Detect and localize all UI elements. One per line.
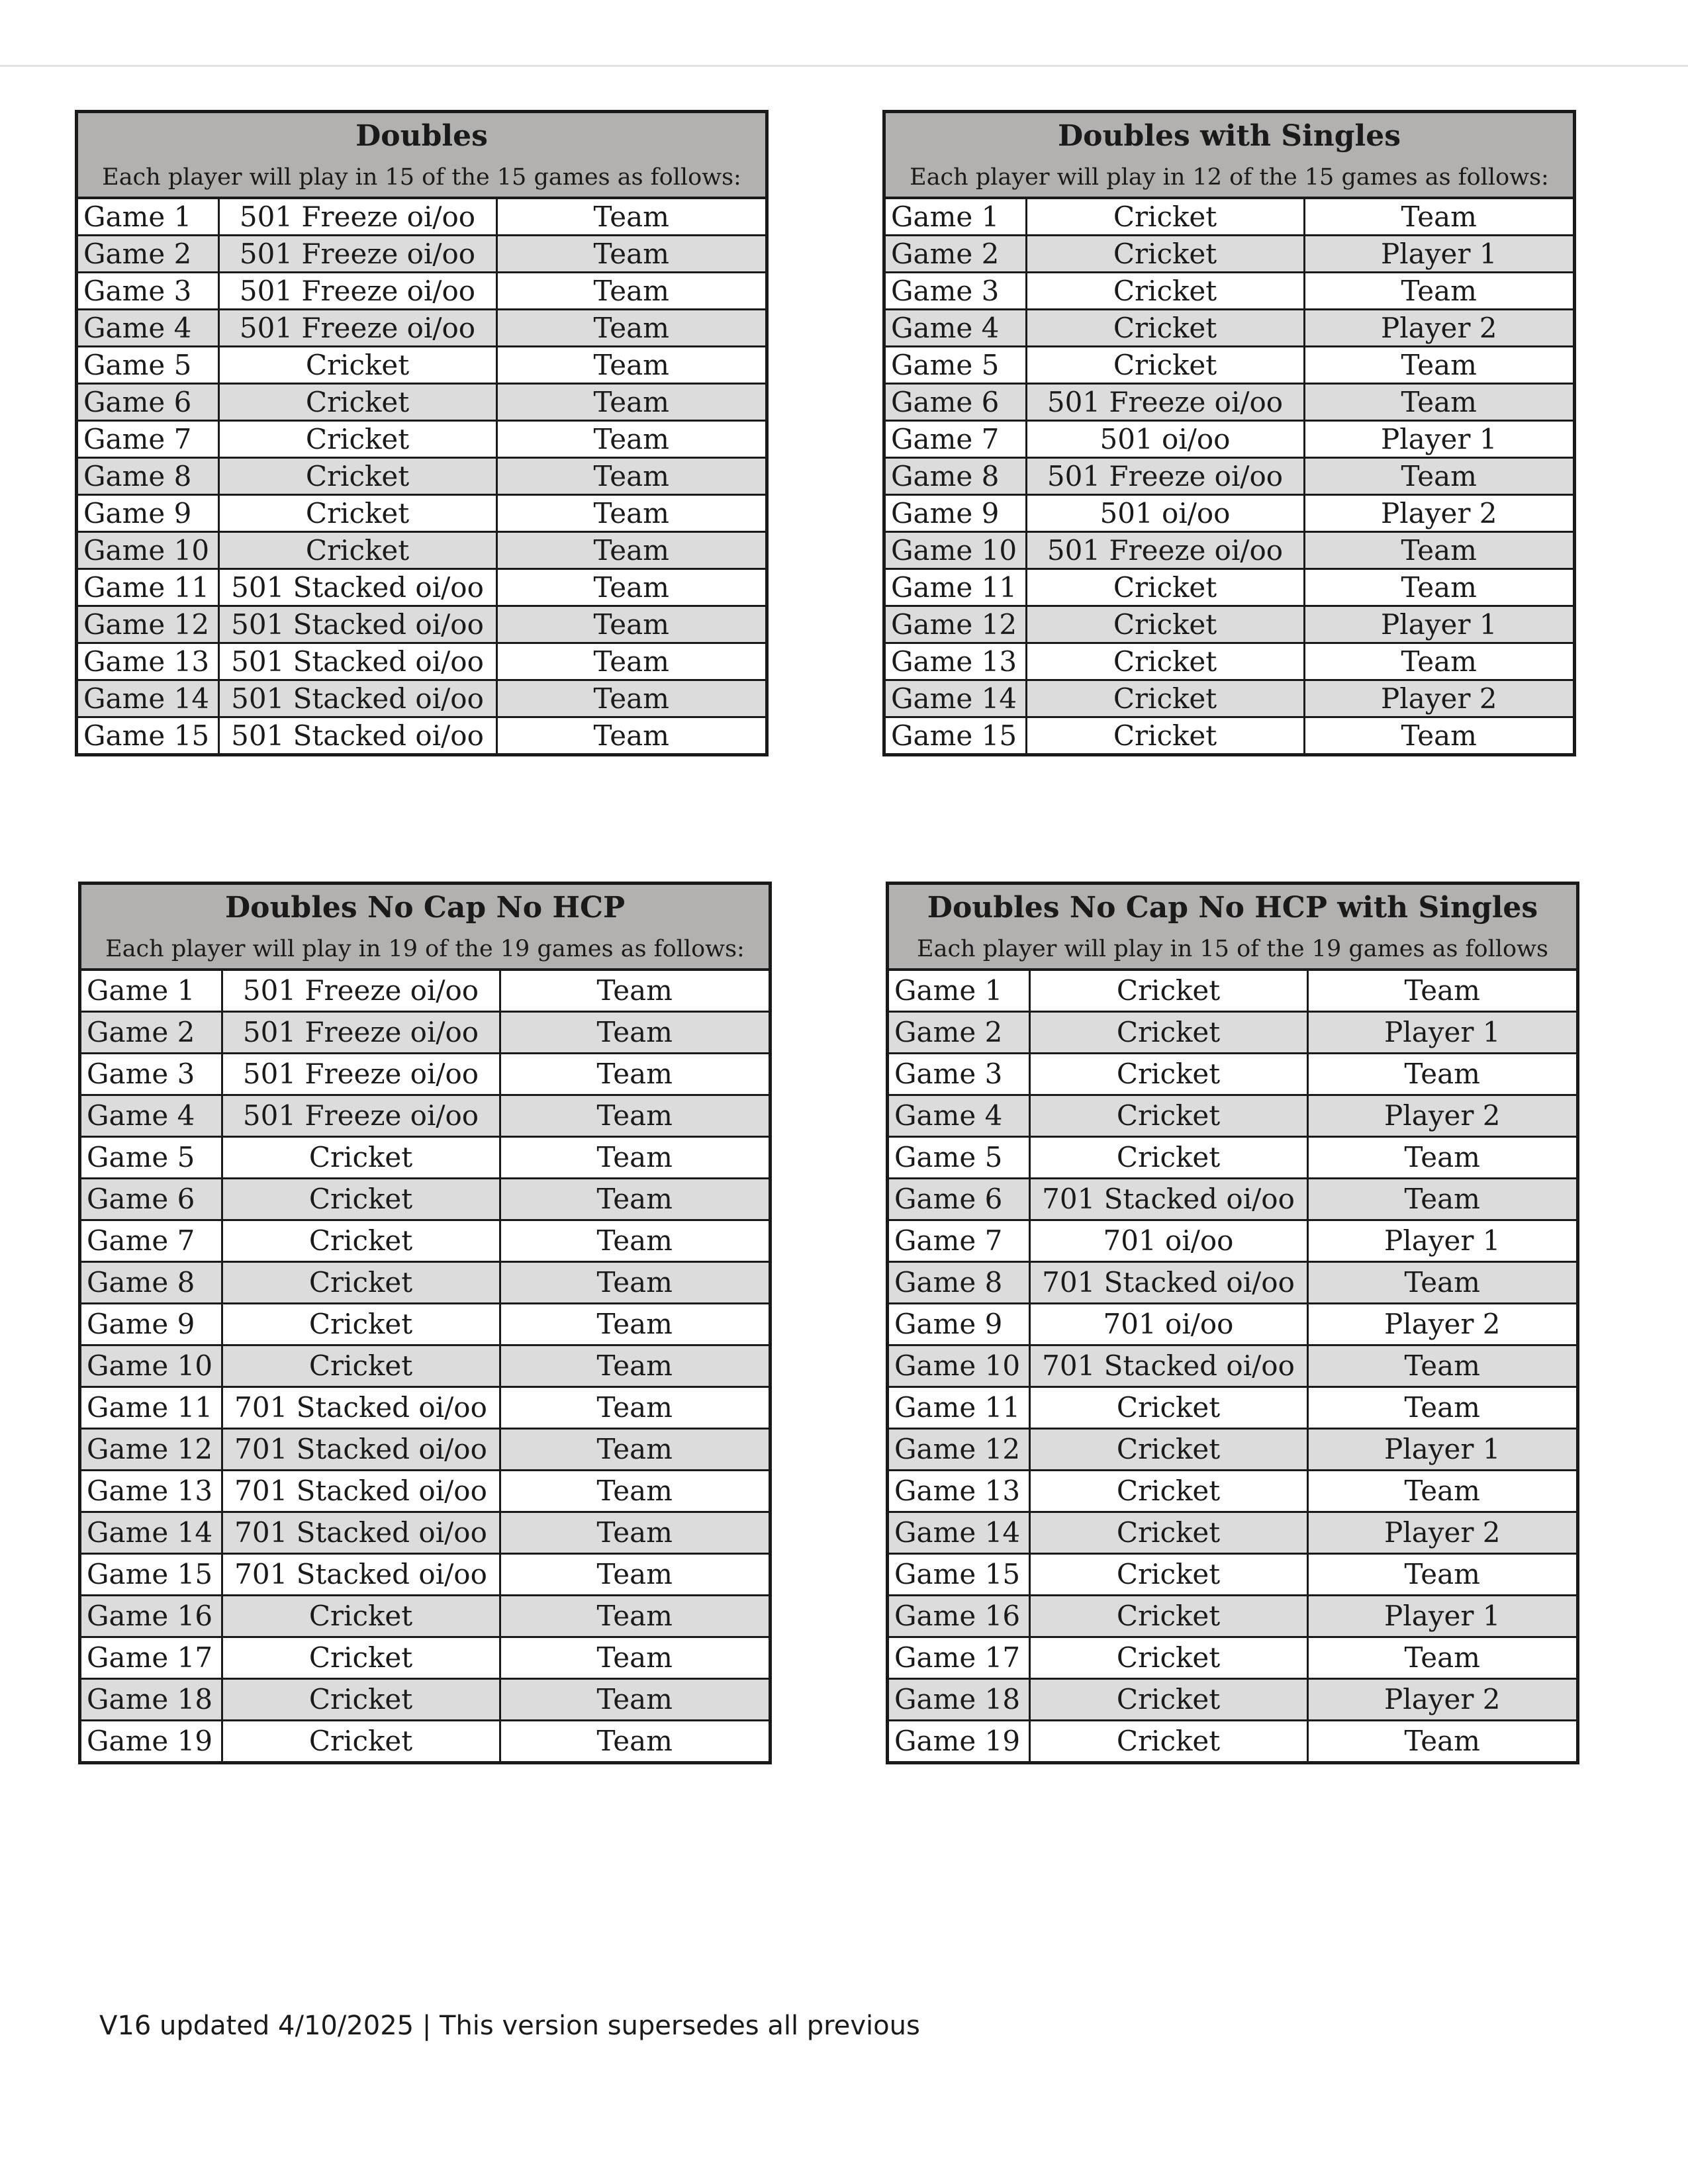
game-type-cell: 501 Stacked oi/oo	[218, 606, 496, 643]
schedule-header	[886, 113, 1573, 199]
game-number-cell: Game 8	[886, 458, 1026, 495]
game-number-cell: Game 8	[81, 1262, 222, 1304]
game-number-cell: Game 4	[886, 310, 1026, 347]
player-assignment-cell: Player 2	[1307, 1304, 1576, 1345]
player-assignment-cell: Team	[496, 495, 765, 532]
game-type-cell: 501 Freeze oi/oo	[1026, 458, 1304, 495]
game-type-cell: 701 Stacked oi/oo	[222, 1429, 500, 1471]
player-assignment-cell: Player 1	[1304, 421, 1573, 458]
game-type-cell: Cricket	[222, 1262, 500, 1304]
game-number-cell: Game 6	[886, 384, 1026, 421]
table-row	[889, 1471, 1576, 1512]
game-type-cell: Cricket	[222, 1637, 500, 1679]
schedule-header	[81, 885, 769, 971]
schedule-title: Doubles with Singles	[1057, 119, 1401, 153]
game-number-cell: Game 14	[81, 1512, 222, 1554]
game-number-cell: Game 13	[81, 1471, 222, 1512]
table-row	[78, 606, 765, 643]
table-row	[78, 643, 765, 680]
game-type-cell: 501 oi/oo	[1026, 495, 1304, 532]
player-assignment-cell: Team	[500, 1679, 769, 1721]
player-assignment-cell: Player 1	[1307, 1596, 1576, 1637]
schedule-title: Doubles	[355, 119, 488, 153]
player-assignment-cell: Team	[496, 273, 765, 310]
schedule-table	[889, 971, 1576, 1761]
game-number-cell: Game 5	[889, 1137, 1029, 1179]
table-row	[78, 532, 765, 569]
table-row	[81, 1596, 769, 1637]
game-number-cell: Game 14	[886, 680, 1026, 717]
player-assignment-cell: Team	[500, 1012, 769, 1054]
game-number-cell: Game 17	[889, 1637, 1029, 1679]
game-number-cell: Game 8	[889, 1262, 1029, 1304]
schedule-doubles-no-cap-no-hcp	[78, 882, 772, 1764]
table-row	[889, 1429, 1576, 1471]
table-row	[78, 458, 765, 495]
player-assignment-cell: Player 2	[1307, 1679, 1576, 1721]
game-number-cell: Game 13	[889, 1471, 1029, 1512]
game-number-cell: Game 3	[886, 273, 1026, 310]
table-row	[81, 1679, 769, 1721]
game-type-cell: 501 Freeze oi/oo	[222, 1095, 500, 1137]
game-number-cell: Game 1	[81, 971, 222, 1012]
game-type-cell: Cricket	[1026, 199, 1304, 236]
game-number-cell: Game 7	[886, 421, 1026, 458]
player-assignment-cell: Team	[496, 643, 765, 680]
player-assignment-cell: Team	[1304, 199, 1573, 236]
game-number-cell: Game 19	[889, 1721, 1029, 1762]
player-assignment-cell: Team	[500, 1262, 769, 1304]
table-row	[886, 643, 1573, 680]
game-number-cell: Game 7	[889, 1220, 1029, 1262]
table-row	[81, 1054, 769, 1095]
table-row	[886, 384, 1573, 421]
game-type-cell: 701 Stacked oi/oo	[222, 1471, 500, 1512]
game-type-cell: 701 Stacked oi/oo	[222, 1387, 500, 1429]
game-number-cell: Game 2	[889, 1012, 1029, 1054]
game-number-cell: Game 14	[78, 680, 218, 717]
player-assignment-cell: Team	[500, 1345, 769, 1387]
player-assignment-cell: Team	[500, 1304, 769, 1345]
game-type-cell: Cricket	[1029, 1512, 1307, 1554]
table-row	[889, 1637, 1576, 1679]
game-number-cell: Game 15	[889, 1554, 1029, 1596]
schedule-subtitle: Each player will play in 12 of the 15 games as follows:	[910, 164, 1549, 191]
player-assignment-cell: Team	[500, 1054, 769, 1095]
game-type-cell: 501 Freeze oi/oo	[218, 199, 496, 236]
game-type-cell: Cricket	[222, 1345, 500, 1387]
game-type-cell: Cricket	[1026, 310, 1304, 347]
game-type-cell: 501 Freeze oi/oo	[218, 236, 496, 273]
player-assignment-cell: Team	[500, 1512, 769, 1554]
game-number-cell: Game 16	[889, 1596, 1029, 1637]
game-number-cell: Game 10	[78, 532, 218, 569]
player-assignment-cell: Team	[1307, 1262, 1576, 1304]
game-type-cell: Cricket	[1029, 1012, 1307, 1054]
table-row	[81, 1387, 769, 1429]
player-assignment-cell: Team	[1307, 1721, 1576, 1762]
table-row	[81, 1095, 769, 1137]
game-type-cell: Cricket	[218, 495, 496, 532]
table-row	[886, 606, 1573, 643]
table-row	[78, 384, 765, 421]
game-number-cell: Game 4	[78, 310, 218, 347]
game-type-cell: Cricket	[1026, 606, 1304, 643]
game-number-cell: Game 7	[78, 421, 218, 458]
game-type-cell: Cricket	[218, 384, 496, 421]
player-assignment-cell: Team	[1307, 971, 1576, 1012]
game-number-cell: Game 19	[81, 1721, 222, 1762]
game-type-cell: Cricket	[1026, 643, 1304, 680]
table-row	[886, 680, 1573, 717]
player-assignment-cell: Team	[500, 1471, 769, 1512]
table-row	[889, 1137, 1576, 1179]
player-assignment-cell: Team	[496, 680, 765, 717]
player-assignment-cell: Team	[496, 717, 765, 754]
player-assignment-cell: Team	[1307, 1137, 1576, 1179]
table-row	[886, 421, 1573, 458]
game-number-cell: Game 7	[81, 1220, 222, 1262]
table-row	[889, 1262, 1576, 1304]
table-row	[889, 971, 1576, 1012]
table-row	[78, 273, 765, 310]
table-row	[81, 1721, 769, 1762]
game-type-cell: Cricket	[1029, 1471, 1307, 1512]
table-row	[886, 717, 1573, 754]
game-number-cell: Game 1	[78, 199, 218, 236]
player-assignment-cell: Player 1	[1307, 1220, 1576, 1262]
game-type-cell: Cricket	[218, 458, 496, 495]
player-assignment-cell: Team	[500, 1220, 769, 1262]
game-type-cell: Cricket	[1029, 971, 1307, 1012]
player-assignment-cell: Team	[496, 421, 765, 458]
table-row	[78, 495, 765, 532]
game-type-cell: 501 Freeze oi/oo	[1026, 532, 1304, 569]
game-type-cell: Cricket	[222, 1679, 500, 1721]
player-assignment-cell: Player 2	[1304, 310, 1573, 347]
game-number-cell: Game 6	[889, 1179, 1029, 1220]
game-number-cell: Game 8	[78, 458, 218, 495]
game-number-cell: Game 9	[886, 495, 1026, 532]
table-row	[78, 347, 765, 384]
player-assignment-cell: Team	[496, 569, 765, 606]
game-type-cell: Cricket	[1029, 1429, 1307, 1471]
game-number-cell: Game 11	[889, 1387, 1029, 1429]
table-row	[81, 1471, 769, 1512]
table-row	[889, 1095, 1576, 1137]
table-row	[78, 310, 765, 347]
table-row	[889, 1304, 1576, 1345]
player-assignment-cell: Team	[500, 1721, 769, 1762]
game-type-cell: 701 Stacked oi/oo	[1029, 1345, 1307, 1387]
player-assignment-cell: Player 1	[1304, 236, 1573, 273]
player-assignment-cell: Team	[496, 199, 765, 236]
table-row	[886, 199, 1573, 236]
player-assignment-cell: Team	[500, 1387, 769, 1429]
game-number-cell: Game 5	[81, 1137, 222, 1179]
schedule-header	[78, 113, 765, 199]
game-type-cell: Cricket	[218, 421, 496, 458]
table-row	[889, 1387, 1576, 1429]
game-type-cell: 701 Stacked oi/oo	[1029, 1262, 1307, 1304]
schedule-doubles-with-singles	[882, 110, 1576, 756]
schedule-table	[78, 199, 765, 753]
game-type-cell: Cricket	[1029, 1637, 1307, 1679]
table-row	[889, 1220, 1576, 1262]
table-row	[886, 310, 1573, 347]
game-type-cell: Cricket	[1029, 1554, 1307, 1596]
game-type-cell: 501 oi/oo	[1026, 421, 1304, 458]
table-row	[78, 717, 765, 754]
game-type-cell: Cricket	[218, 347, 496, 384]
game-number-cell: Game 14	[889, 1512, 1029, 1554]
table-row	[78, 569, 765, 606]
game-type-cell: 501 Freeze oi/oo	[218, 273, 496, 310]
game-number-cell: Game 6	[78, 384, 218, 421]
game-type-cell: Cricket	[1026, 273, 1304, 310]
game-number-cell: Game 12	[886, 606, 1026, 643]
schedule-table	[886, 199, 1573, 753]
game-number-cell: Game 12	[889, 1429, 1029, 1471]
player-assignment-cell: Team	[496, 606, 765, 643]
game-number-cell: Game 1	[889, 971, 1029, 1012]
table-row	[886, 532, 1573, 569]
table-row	[81, 1179, 769, 1220]
game-type-cell: Cricket	[222, 1721, 500, 1762]
player-assignment-cell: Player 2	[1304, 680, 1573, 717]
table-row	[889, 1596, 1576, 1637]
game-type-cell: 501 Freeze oi/oo	[222, 1054, 500, 1095]
player-assignment-cell: Team	[1304, 643, 1573, 680]
player-assignment-cell: Team	[1304, 347, 1573, 384]
table-row	[78, 680, 765, 717]
player-assignment-cell: Player 2	[1304, 495, 1573, 532]
schedule-doubles-no-cap-no-hcp-with-singles	[886, 882, 1579, 1764]
game-number-cell: Game 9	[889, 1304, 1029, 1345]
table-row	[886, 495, 1573, 532]
game-number-cell: Game 11	[81, 1387, 222, 1429]
table-row	[889, 1721, 1576, 1762]
schedule-header	[889, 885, 1576, 971]
player-assignment-cell: Team	[500, 1137, 769, 1179]
player-assignment-cell: Team	[1304, 569, 1573, 606]
game-number-cell: Game 11	[78, 569, 218, 606]
player-assignment-cell: Team	[496, 458, 765, 495]
game-type-cell: Cricket	[1029, 1137, 1307, 1179]
game-type-cell: Cricket	[1029, 1054, 1307, 1095]
table-row	[889, 1554, 1576, 1596]
game-number-cell: Game 11	[886, 569, 1026, 606]
player-assignment-cell: Team	[496, 347, 765, 384]
game-number-cell: Game 10	[886, 532, 1026, 569]
game-type-cell: Cricket	[222, 1179, 500, 1220]
game-number-cell: Game 3	[889, 1054, 1029, 1095]
player-assignment-cell: Team	[1304, 458, 1573, 495]
game-type-cell: Cricket	[222, 1304, 500, 1345]
player-assignment-cell: Team	[500, 1637, 769, 1679]
game-number-cell: Game 4	[889, 1095, 1029, 1137]
player-assignment-cell: Player 1	[1304, 606, 1573, 643]
game-number-cell: Game 10	[889, 1345, 1029, 1387]
game-type-cell: 501 Freeze oi/oo	[222, 1012, 500, 1054]
player-assignment-cell: Team	[1307, 1387, 1576, 1429]
game-number-cell: Game 9	[78, 495, 218, 532]
table-row	[886, 273, 1573, 310]
table-row	[886, 236, 1573, 273]
player-assignment-cell: Team	[500, 1179, 769, 1220]
table-row	[81, 1012, 769, 1054]
table-row	[889, 1512, 1576, 1554]
game-number-cell: Game 1	[886, 199, 1026, 236]
game-number-cell: Game 5	[886, 347, 1026, 384]
table-row	[81, 1429, 769, 1471]
game-type-cell: Cricket	[1029, 1095, 1307, 1137]
table-row	[78, 421, 765, 458]
player-assignment-cell: Team	[500, 1095, 769, 1137]
game-number-cell: Game 17	[81, 1637, 222, 1679]
game-type-cell: Cricket	[218, 532, 496, 569]
schedule-subtitle: Each player will play in 15 of the 19 games as follows	[917, 936, 1548, 962]
game-number-cell: Game 16	[81, 1596, 222, 1637]
game-type-cell: Cricket	[1026, 347, 1304, 384]
table-row	[78, 199, 765, 236]
table-row	[889, 1679, 1576, 1721]
table-row	[886, 347, 1573, 384]
game-type-cell: Cricket	[1026, 717, 1304, 754]
game-number-cell: Game 12	[81, 1429, 222, 1471]
game-type-cell: Cricket	[1026, 569, 1304, 606]
table-row	[81, 1512, 769, 1554]
game-number-cell: Game 4	[81, 1095, 222, 1137]
player-assignment-cell: Player 2	[1307, 1512, 1576, 1554]
game-type-cell: Cricket	[1026, 680, 1304, 717]
schedule-doubles	[75, 110, 769, 756]
table-row	[886, 569, 1573, 606]
schedule-subtitle: Each player will play in 19 of the 19 games as follows:	[105, 936, 745, 962]
player-assignment-cell: Team	[1307, 1471, 1576, 1512]
player-assignment-cell: Team	[1304, 532, 1573, 569]
game-number-cell: Game 13	[886, 643, 1026, 680]
game-number-cell: Game 3	[78, 273, 218, 310]
game-number-cell: Game 2	[886, 236, 1026, 273]
schedule-subtitle: Each player will play in 15 of the 15 games as follows:	[102, 164, 741, 191]
game-type-cell: 701 oi/oo	[1029, 1304, 1307, 1345]
game-number-cell: Game 12	[78, 606, 218, 643]
schedule-table	[81, 971, 769, 1761]
table-row	[889, 1012, 1576, 1054]
table-row	[81, 1554, 769, 1596]
table-row	[81, 1637, 769, 1679]
game-number-cell: Game 10	[81, 1345, 222, 1387]
player-assignment-cell: Team	[1304, 273, 1573, 310]
game-type-cell: 501 Freeze oi/oo	[1026, 384, 1304, 421]
game-type-cell: 501 Stacked oi/oo	[218, 680, 496, 717]
table-row	[81, 971, 769, 1012]
player-assignment-cell: Team	[1307, 1637, 1576, 1679]
player-assignment-cell: Team	[496, 236, 765, 273]
game-number-cell: Game 2	[81, 1012, 222, 1054]
game-type-cell: 701 Stacked oi/oo	[1029, 1179, 1307, 1220]
table-row	[81, 1304, 769, 1345]
version-footer: V16 updated 4/10/2025 | This version supersedes all previous	[99, 2011, 920, 2041]
game-type-cell: Cricket	[1029, 1596, 1307, 1637]
player-assignment-cell: Team	[1307, 1345, 1576, 1387]
table-row	[889, 1345, 1576, 1387]
game-type-cell: Cricket	[1026, 236, 1304, 273]
game-number-cell: Game 5	[78, 347, 218, 384]
game-number-cell: Game 15	[81, 1554, 222, 1596]
player-assignment-cell: Player 2	[1307, 1095, 1576, 1137]
game-type-cell: Cricket	[222, 1137, 500, 1179]
game-type-cell: Cricket	[222, 1220, 500, 1262]
game-number-cell: Game 3	[81, 1054, 222, 1095]
game-type-cell: 701 Stacked oi/oo	[222, 1512, 500, 1554]
player-assignment-cell: Player 1	[1307, 1012, 1576, 1054]
game-number-cell: Game 9	[81, 1304, 222, 1345]
player-assignment-cell: Team	[496, 384, 765, 421]
schedule-title: Doubles No Cap No HCP with Singles	[927, 891, 1538, 925]
player-assignment-cell: Team	[500, 1596, 769, 1637]
game-number-cell: Game 15	[886, 717, 1026, 754]
player-assignment-cell: Team	[1304, 717, 1573, 754]
game-type-cell: 501 Stacked oi/oo	[218, 717, 496, 754]
player-assignment-cell: Team	[500, 1429, 769, 1471]
game-type-cell: 501 Freeze oi/oo	[218, 310, 496, 347]
player-assignment-cell: Team	[496, 310, 765, 347]
game-type-cell: 701 oi/oo	[1029, 1220, 1307, 1262]
top-divider	[0, 65, 1688, 67]
player-assignment-cell: Team	[500, 971, 769, 1012]
game-type-cell: Cricket	[1029, 1387, 1307, 1429]
table-row	[81, 1137, 769, 1179]
player-assignment-cell: Team	[1307, 1554, 1576, 1596]
table-row	[81, 1345, 769, 1387]
player-assignment-cell: Player 1	[1307, 1429, 1576, 1471]
player-assignment-cell: Team	[1307, 1054, 1576, 1095]
table-row	[81, 1220, 769, 1262]
table-row	[78, 236, 765, 273]
game-number-cell: Game 18	[81, 1679, 222, 1721]
game-type-cell: Cricket	[1029, 1679, 1307, 1721]
schedule-title: Doubles No Cap No HCP	[224, 891, 626, 925]
game-number-cell: Game 6	[81, 1179, 222, 1220]
game-number-cell: Game 15	[78, 717, 218, 754]
player-assignment-cell: Team	[1307, 1179, 1576, 1220]
game-type-cell: Cricket	[222, 1596, 500, 1637]
player-assignment-cell: Team	[496, 532, 765, 569]
game-type-cell: 501 Stacked oi/oo	[218, 643, 496, 680]
game-type-cell: 501 Freeze oi/oo	[222, 971, 500, 1012]
game-type-cell: 701 Stacked oi/oo	[222, 1554, 500, 1596]
player-assignment-cell: Team	[500, 1554, 769, 1596]
table-row	[889, 1179, 1576, 1220]
game-number-cell: Game 13	[78, 643, 218, 680]
game-number-cell: Game 18	[889, 1679, 1029, 1721]
game-type-cell: Cricket	[1029, 1721, 1307, 1762]
table-row	[889, 1054, 1576, 1095]
game-number-cell: Game 2	[78, 236, 218, 273]
player-assignment-cell: Team	[1304, 384, 1573, 421]
table-row	[886, 458, 1573, 495]
game-type-cell: 501 Stacked oi/oo	[218, 569, 496, 606]
table-row	[81, 1262, 769, 1304]
